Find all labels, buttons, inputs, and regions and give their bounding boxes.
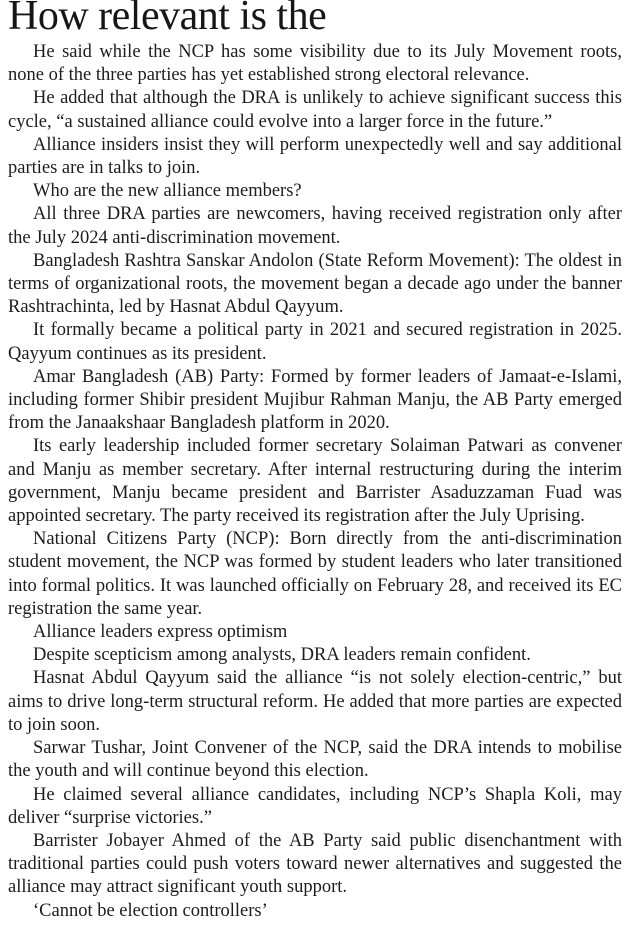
article-paragraph: It formally became a political party in 2021 and secured registration in 2025. Qayyum continues as its president. [8,320,622,364]
article-body [8,41,622,923]
article-paragraph: Alliance insiders insist they will perform unexpectedly well and say additional parties are in talks to join. [8,134,622,179]
article-paragraph: Alliance leaders express optimism [33,622,288,643]
article-paragraph: All three DRA parties are newcomers, having received registration only after the July 2024 anti-discrimination movement. [8,204,622,248]
article-paragraph: ‘Cannot be election controllers’ [33,900,268,921]
article-paragraph: Barrister Jobayer Ahmed of the AB Party said public disenchantment with traditional parties could push voters toward newer alternatives and suggested the alliance may attract significant youth support. [8,830,622,898]
article-paragraph: Despite scepticism among analysts, DRA leaders remain confident. [33,645,531,666]
article-paragraph: He added that although the DRA is unlikely to achieve significant success this cycle, “a sustained alliance could evolve into a larger force in the future.” [8,88,622,132]
article-paragraph: Sarwar Tushar, Joint Convener of the NCP, said the DRA intends to mobilise the youth and will continue beyond this election. [8,738,622,782]
article-paragraph: Who are the new alliance members? [33,181,302,202]
article-headline: How relevant is the [8,0,327,39]
article-paragraph: Bangladesh Rashtra Sanskar Andolon (State Reform Movement): The oldest in terms of organizational roots, the movement began a decade ago under the banner Rashtrachinta, led by Hasnat Abdul Qayyum. [8,250,622,318]
article-paragraph: Its early leadership included former secretary Solaiman Patwari as convener and Manju as member secretary. After internal restructuring during the interim government, Manju became president and Barrister Asaduzzaman Fuad was appointed secretary. The party received its registration after the July Uprising. [8,436,622,527]
article-paragraph: Amar Bangladesh (AB) Party: Formed by former leaders of Jamaat-e-Islami, including former Shibir president Mujibur Rahman Manju, the AB Party emerged from the Janaakshaar Bangladesh platform in 2020. [8,366,622,434]
article-paragraph: He said while the NCP has some visibility due to its July Movement roots, none of the three parties has yet established strong electoral relevance. [8,42,622,86]
article-paragraph: He claimed several alliance candidates, including NCP’s Shapla Koli, may deliver “surprise victories.” [8,784,622,828]
article-paragraph: Hasnat Abdul Qayyum said the alliance “is not solely election-centric,” but aims to drive long-term structural reform. He added that more parties are expected to join soon. [8,668,622,735]
article-paragraph: National Citizens Party (NCP): Born directly from the anti-discrimination student movement, the NCP was formed by student leaders who later transitioned into formal politics. It was launched officially on February 28, and received its EC registration the same year. [8,529,622,619]
